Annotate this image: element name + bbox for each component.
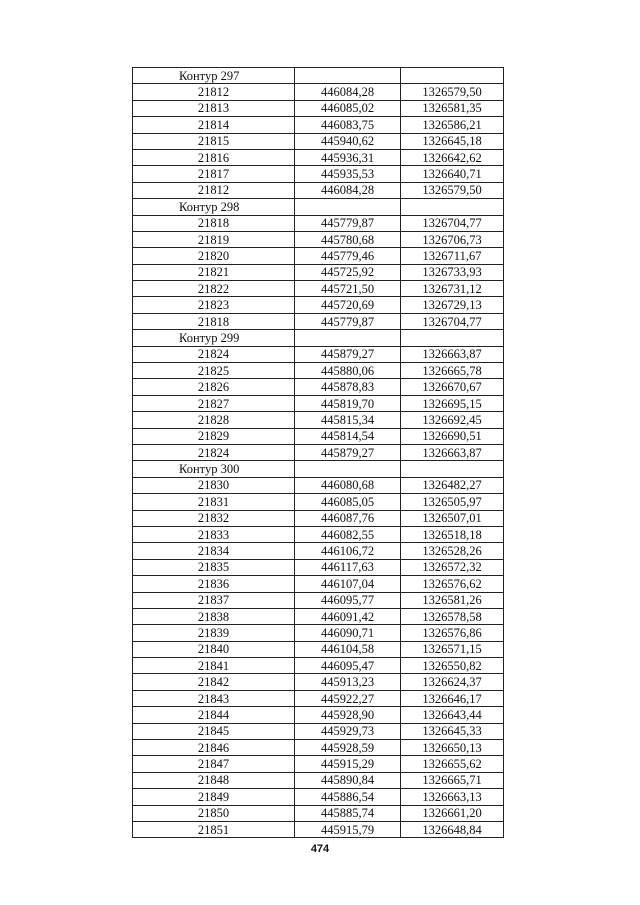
y-coordinate: 1326663,87 — [401, 444, 504, 460]
point-number: 21817 — [133, 166, 295, 182]
table-row — [133, 674, 504, 690]
table-row — [133, 264, 504, 280]
contour-header-row — [133, 68, 504, 84]
table-row — [133, 805, 504, 821]
table-row — [133, 494, 504, 510]
y-coordinate: 1326505,97 — [401, 494, 504, 510]
empty-cell — [401, 68, 504, 84]
table-row — [133, 117, 504, 133]
y-coordinate: 1326576,86 — [401, 625, 504, 641]
point-number: 21848 — [133, 772, 295, 788]
point-number: 21838 — [133, 608, 295, 624]
y-coordinate: 1326578,58 — [401, 608, 504, 624]
table-row — [133, 625, 504, 641]
x-coordinate: 446090,71 — [295, 625, 401, 641]
y-coordinate: 1326695,15 — [401, 395, 504, 411]
x-coordinate: 446085,02 — [295, 100, 401, 116]
y-coordinate: 1326690,51 — [401, 428, 504, 444]
x-coordinate: 446095,77 — [295, 592, 401, 608]
table-row — [133, 215, 504, 231]
y-coordinate: 1326692,45 — [401, 412, 504, 428]
point-number: 21833 — [133, 526, 295, 542]
page-number: 474 — [310, 843, 330, 855]
x-coordinate: 445890,84 — [295, 772, 401, 788]
point-number: 21844 — [133, 707, 295, 723]
y-coordinate: 1326729,13 — [401, 297, 504, 313]
point-number: 21822 — [133, 281, 295, 297]
table-row — [133, 723, 504, 739]
y-coordinate: 1326661,20 — [401, 805, 504, 821]
table-row — [133, 756, 504, 772]
point-number: 21818 — [133, 215, 295, 231]
empty-cell — [295, 199, 401, 215]
table-row — [133, 592, 504, 608]
table-row — [133, 346, 504, 362]
table-row — [133, 182, 504, 198]
point-number: 21812 — [133, 182, 295, 198]
y-coordinate: 1326572,32 — [401, 559, 504, 575]
x-coordinate: 446091,42 — [295, 608, 401, 624]
y-coordinate: 1326663,87 — [401, 346, 504, 362]
x-coordinate: 446083,75 — [295, 117, 401, 133]
x-coordinate: 446095,47 — [295, 658, 401, 674]
x-coordinate: 446107,04 — [295, 576, 401, 592]
contour-title: Контур 297 — [133, 68, 295, 84]
x-coordinate: 445814,54 — [295, 428, 401, 444]
x-coordinate: 445720,69 — [295, 297, 401, 313]
empty-cell — [295, 461, 401, 477]
point-number: 21824 — [133, 444, 295, 460]
point-number: 21813 — [133, 100, 295, 116]
point-number: 21828 — [133, 412, 295, 428]
point-number: 21831 — [133, 494, 295, 510]
y-coordinate: 1326733,93 — [401, 264, 504, 280]
y-coordinate: 1326704,77 — [401, 215, 504, 231]
x-coordinate: 445913,23 — [295, 674, 401, 690]
table-row — [133, 690, 504, 706]
y-coordinate: 1326645,18 — [401, 133, 504, 149]
y-coordinate: 1326706,73 — [401, 231, 504, 247]
table-row — [133, 428, 504, 444]
table-row — [133, 166, 504, 182]
point-number: 21826 — [133, 379, 295, 395]
coordinates-table-body — [133, 68, 504, 838]
point-number: 21832 — [133, 510, 295, 526]
point-number: 21821 — [133, 264, 295, 280]
point-number: 21827 — [133, 395, 295, 411]
table-row — [133, 149, 504, 165]
x-coordinate: 445922,27 — [295, 690, 401, 706]
x-coordinate: 445879,27 — [295, 346, 401, 362]
x-coordinate: 446117,63 — [295, 559, 401, 575]
point-number: 21814 — [133, 117, 295, 133]
table-row — [133, 231, 504, 247]
x-coordinate: 445815,34 — [295, 412, 401, 428]
point-number: 21818 — [133, 313, 295, 329]
y-coordinate: 1326650,13 — [401, 740, 504, 756]
x-coordinate: 445880,06 — [295, 363, 401, 379]
y-coordinate: 1326576,62 — [401, 576, 504, 592]
y-coordinate: 1326645,33 — [401, 723, 504, 739]
point-number: 21834 — [133, 543, 295, 559]
contour-header-row — [133, 330, 504, 346]
table-row — [133, 789, 504, 805]
point-number: 21812 — [133, 84, 295, 100]
contour-title: Контур 298 — [133, 199, 295, 215]
point-number: 21841 — [133, 658, 295, 674]
x-coordinate: 445879,27 — [295, 444, 401, 460]
x-coordinate: 446080,68 — [295, 477, 401, 493]
x-coordinate: 445928,59 — [295, 740, 401, 756]
y-coordinate: 1326581,35 — [401, 100, 504, 116]
point-number: 21829 — [133, 428, 295, 444]
table-row — [133, 658, 504, 674]
x-coordinate: 446085,05 — [295, 494, 401, 510]
point-number: 21824 — [133, 346, 295, 362]
x-coordinate: 445936,31 — [295, 149, 401, 165]
x-coordinate: 445929,73 — [295, 723, 401, 739]
y-coordinate: 1326731,12 — [401, 281, 504, 297]
empty-cell — [401, 461, 504, 477]
y-coordinate: 1326646,17 — [401, 690, 504, 706]
y-coordinate: 1326665,78 — [401, 363, 504, 379]
y-coordinate: 1326482,27 — [401, 477, 504, 493]
x-coordinate: 446087,76 — [295, 510, 401, 526]
table-row — [133, 100, 504, 116]
x-coordinate: 445780,68 — [295, 231, 401, 247]
point-number: 21837 — [133, 592, 295, 608]
contour-header-row — [133, 461, 504, 477]
table-row — [133, 821, 504, 837]
y-coordinate: 1326648,84 — [401, 821, 504, 837]
y-coordinate: 1326579,50 — [401, 182, 504, 198]
x-coordinate: 445779,87 — [295, 215, 401, 231]
y-coordinate: 1326711,67 — [401, 248, 504, 264]
x-coordinate: 445721,50 — [295, 281, 401, 297]
y-coordinate: 1326642,62 — [401, 149, 504, 165]
y-coordinate: 1326624,37 — [401, 674, 504, 690]
y-coordinate: 1326665,71 — [401, 772, 504, 788]
table-row — [133, 363, 504, 379]
point-number: 21845 — [133, 723, 295, 739]
table-row — [133, 641, 504, 657]
y-coordinate: 1326643,44 — [401, 707, 504, 723]
y-coordinate: 1326581,26 — [401, 592, 504, 608]
table-row — [133, 526, 504, 542]
contour-header-row — [133, 199, 504, 215]
table-row — [133, 772, 504, 788]
table-row — [133, 477, 504, 493]
y-coordinate: 1326579,50 — [401, 84, 504, 100]
y-coordinate: 1326550,82 — [401, 658, 504, 674]
empty-cell — [401, 330, 504, 346]
contour-title: Контур 300 — [133, 461, 295, 477]
table-row — [133, 444, 504, 460]
table-row — [133, 297, 504, 313]
point-number: 21851 — [133, 821, 295, 837]
point-number: 21843 — [133, 690, 295, 706]
point-number: 21839 — [133, 625, 295, 641]
table-row — [133, 281, 504, 297]
empty-cell — [401, 199, 504, 215]
empty-cell — [295, 68, 401, 84]
x-coordinate: 445885,74 — [295, 805, 401, 821]
contour-title: Контур 299 — [133, 330, 295, 346]
x-coordinate: 445725,92 — [295, 264, 401, 280]
x-coordinate: 445819,70 — [295, 395, 401, 411]
x-coordinate: 445779,46 — [295, 248, 401, 264]
y-coordinate: 1326528,26 — [401, 543, 504, 559]
table-row — [133, 576, 504, 592]
point-number: 21823 — [133, 297, 295, 313]
table-row — [133, 608, 504, 624]
y-coordinate: 1326586,21 — [401, 117, 504, 133]
x-coordinate: 445940,62 — [295, 133, 401, 149]
table-row — [133, 543, 504, 559]
y-coordinate: 1326571,15 — [401, 641, 504, 657]
y-coordinate: 1326518,18 — [401, 526, 504, 542]
point-number: 21840 — [133, 641, 295, 657]
y-coordinate: 1326670,67 — [401, 379, 504, 395]
table-row — [133, 395, 504, 411]
table-row — [133, 559, 504, 575]
x-coordinate: 446106,72 — [295, 543, 401, 559]
point-number: 21835 — [133, 559, 295, 575]
point-number: 21819 — [133, 231, 295, 247]
y-coordinate: 1326507,01 — [401, 510, 504, 526]
y-coordinate: 1326640,71 — [401, 166, 504, 182]
point-number: 21850 — [133, 805, 295, 821]
x-coordinate: 445915,29 — [295, 756, 401, 772]
x-coordinate: 446104,58 — [295, 641, 401, 657]
x-coordinate: 446082,55 — [295, 526, 401, 542]
point-number: 21820 — [133, 248, 295, 264]
point-number: 21849 — [133, 789, 295, 805]
x-coordinate: 446084,28 — [295, 182, 401, 198]
empty-cell — [295, 330, 401, 346]
y-coordinate: 1326655,62 — [401, 756, 504, 772]
table-row — [133, 84, 504, 100]
x-coordinate: 445886,54 — [295, 789, 401, 805]
point-number: 21846 — [133, 740, 295, 756]
point-number: 21825 — [133, 363, 295, 379]
point-number: 21830 — [133, 477, 295, 493]
point-number: 21836 — [133, 576, 295, 592]
table-row — [133, 133, 504, 149]
table-row — [133, 313, 504, 329]
point-number: 21815 — [133, 133, 295, 149]
point-number: 21816 — [133, 149, 295, 165]
y-coordinate: 1326704,77 — [401, 313, 504, 329]
point-number: 21847 — [133, 756, 295, 772]
x-coordinate: 445935,53 — [295, 166, 401, 182]
coordinates-table — [132, 67, 504, 838]
table-row — [133, 510, 504, 526]
table-row — [133, 412, 504, 428]
point-number: 21842 — [133, 674, 295, 690]
table-row — [133, 707, 504, 723]
x-coordinate: 445779,87 — [295, 313, 401, 329]
x-coordinate: 445915,79 — [295, 821, 401, 837]
table-row — [133, 248, 504, 264]
x-coordinate: 446084,28 — [295, 84, 401, 100]
y-coordinate: 1326663,13 — [401, 789, 504, 805]
x-coordinate: 445878,83 — [295, 379, 401, 395]
table-row — [133, 379, 504, 395]
table-row — [133, 740, 504, 756]
x-coordinate: 445928,90 — [295, 707, 401, 723]
